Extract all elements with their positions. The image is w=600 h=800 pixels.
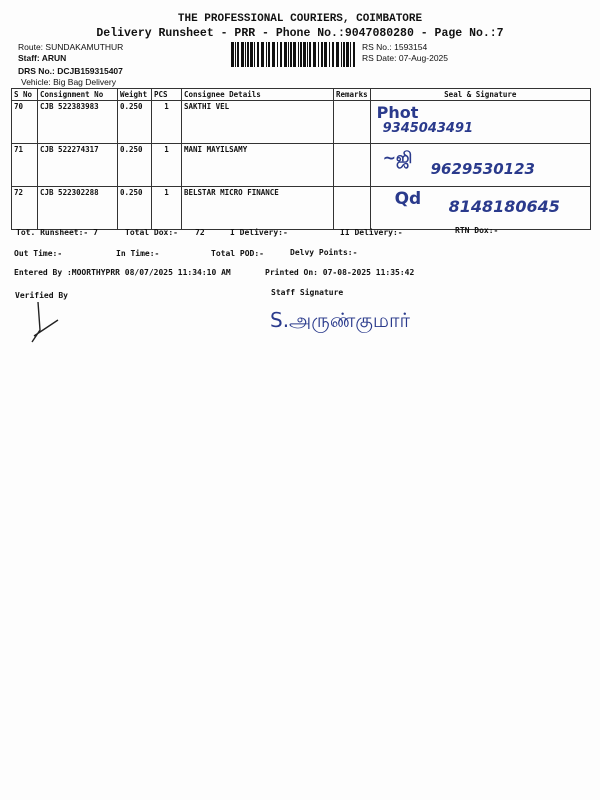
col-signature: Seal & Signature <box>370 89 590 101</box>
row-pcs: 1 <box>152 101 182 144</box>
delvy-points: Delvy Points:- <box>290 248 358 257</box>
row-signature <box>370 144 590 187</box>
in-time: In Time:- <box>116 249 160 258</box>
row-consignee: SAKTHI VEL <box>182 101 334 144</box>
row-consignment: CJB 522302288 <box>38 187 118 230</box>
row-sno: 72 <box>12 187 38 230</box>
row-weight: 0.250 <box>118 187 152 230</box>
table-row <box>12 144 591 187</box>
rs-number: RS No.: 1593154 <box>362 42 428 52</box>
rtn-dox: RTN Dox:- <box>455 226 499 235</box>
row-sno: 71 <box>12 144 38 187</box>
row-consignment: CJB 522274317 <box>38 144 118 187</box>
row-consignment: CJB 522383983 <box>38 101 118 144</box>
row-consignee: BELSTAR MICRO FINANCE <box>182 187 334 230</box>
out-time: Out Time:- <box>14 249 63 258</box>
col-sno: S No <box>12 89 38 101</box>
row-consignee: MANI MAYILSAMY <box>182 144 334 187</box>
row-pcs: 1 <box>152 187 182 230</box>
route-label: Route: SUNDAKAMUTHUR <box>18 42 124 52</box>
row-remarks <box>334 187 371 230</box>
verifier-signature-icon <box>28 300 62 344</box>
table-row <box>12 101 591 144</box>
signature-mark: ~ஜி <box>382 148 413 167</box>
runsheet-title: Delivery Runsheet - PRR - Phone No.:9047080280 - Page No.:7 <box>96 27 504 40</box>
col-weight: Weight <box>118 89 152 101</box>
staff-signature-label: Staff Signature <box>271 288 344 297</box>
row-remarks <box>334 144 371 187</box>
staff-label: Staff: ARUN <box>18 53 67 63</box>
row-pcs: 1 <box>152 144 182 187</box>
row-signature <box>370 101 590 144</box>
total-dox-label: Total Dox:- <box>125 228 178 237</box>
drs-number: DRS No.: DCJB159315407 <box>18 66 123 76</box>
verified-by: Verified By <box>15 291 68 300</box>
company-title: THE PROFESSIONAL COURIERS, COIMBATORE <box>177 13 423 25</box>
row-weight: 0.250 <box>118 144 152 187</box>
tot-runsheet: Tot. Runsheet:- 7 <box>16 228 98 237</box>
i-delivery: I Delivery:- <box>230 228 288 237</box>
ii-delivery: II Delivery:- <box>340 228 403 237</box>
total-pod: Total POD:- <box>211 249 264 258</box>
col-consignment: Consignment No <box>38 89 118 101</box>
row-remarks <box>334 101 371 144</box>
total-dox-value: 72 <box>195 228 205 237</box>
handwritten-phone: 9345043491 <box>382 121 474 136</box>
row-signature <box>370 187 590 230</box>
col-remarks: Remarks <box>334 89 371 101</box>
vehicle-label: Vehicle: Big Bag Delivery <box>21 77 116 87</box>
handwritten-phone: 9629530123 <box>430 160 535 178</box>
runsheet-table <box>11 88 591 230</box>
staff-signature-mark: S.அருண்குமார் <box>270 308 410 332</box>
col-consignee: Consignee Details <box>182 89 334 101</box>
col-pcs: PCS <box>152 89 182 101</box>
row-weight: 0.250 <box>118 101 152 144</box>
signature-mark: Phot <box>376 103 419 122</box>
rs-date: RS Date: 07-Aug-2025 <box>362 53 448 63</box>
entered-by: Entered By :MOORTHYPRR 08/07/2025 11:34:10 AM <box>14 268 231 277</box>
table-row <box>12 187 591 230</box>
handwritten-phone: 8148180645 <box>448 197 560 216</box>
table-header-row <box>12 89 591 101</box>
row-sno: 70 <box>12 101 38 144</box>
signature-mark: Qd <box>394 189 422 209</box>
barcode-icon <box>231 42 355 67</box>
printed-on: Printed On: 07-08-2025 11:35:42 <box>265 268 415 277</box>
